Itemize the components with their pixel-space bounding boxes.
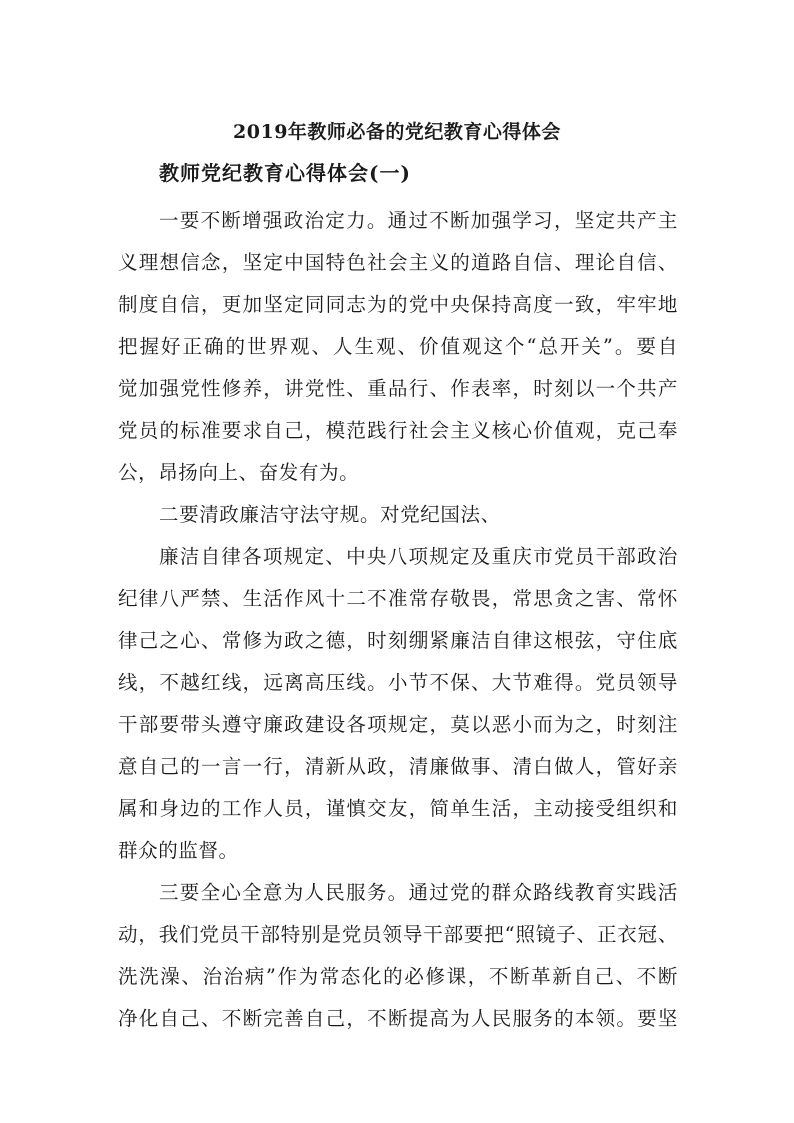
paragraph-line: 属和身边的工作人员，谨慎交友，简单生活，主动接受组织和 (118, 797, 678, 820)
paragraph-line: 净化自己、不断完善自己，不断提高为人民服务的本领。要坚 (118, 1007, 678, 1030)
paragraph-line: 一要不断增强政治定力。通过不断加强学习，坚定共产主 (159, 209, 678, 232)
document-title: 2019年教师必备的党纪教育心得体会 (233, 121, 561, 143)
paragraph-line: 干部要带头遵守廉政建设各项规定，莫以恶小而为之，时刻注 (118, 713, 678, 736)
paragraph-line: 二要清政廉洁守法守规。对党纪国法、 (159, 503, 501, 526)
paragraph-line: 律己之心、常修为政之德，时刻绷紧廉洁自律这根弦，守住底 (118, 629, 678, 652)
paragraph-line: 线，不越红线，远离高压线。小节不保、大节难得。党员领导 (118, 671, 678, 694)
paragraph-line: 把握好正确的世界观、人生观、价值观这个“总开关”。要自 (118, 335, 678, 358)
paragraph-line: 三要全心全意为人民服务。通过党的群众路线教育实践活 (159, 881, 678, 904)
paragraph-line: 义理想信念，坚定中国特色社会主义的道路自信、理论自信、 (118, 251, 678, 274)
section-heading: 教师党纪教育心得体会(一) (159, 161, 411, 185)
paragraph-line: 觉加强党性修养，讲党性、重品行、作表率，时刻以一个共产 (118, 377, 678, 400)
paragraph-line: 洗洗澡、治治病”作为常态化的必修课，不断革新自己、不断 (118, 965, 678, 988)
paragraph-line: 制度自信，更加坚定同同志为的党中央保持高度一致，牢牢地 (118, 293, 678, 316)
paragraph-line: 动，我们党员干部特别是党员领导干部要把“照镜子、正衣冠、 (118, 923, 678, 946)
paragraph-line: 纪律八严禁、生活作风十二不准常存敬畏，常思贪之害、常怀 (118, 587, 678, 610)
paragraph-line: 群众的监督。 (118, 839, 239, 862)
paragraph-line: 廉洁自律各项规定、中央八项规定及重庆市党员干部政治 (159, 545, 678, 568)
document-body (118, 200, 678, 1040)
paragraph-line: 党员的标准要求自己，模范践行社会主义核心价值观，克己奉 (118, 419, 678, 442)
paragraph-line: 意自己的一言一行，清新从政，清廉做事、清白做人，管好亲 (118, 755, 678, 778)
paragraph-line: 公，昂扬向上、奋发有为。 (118, 461, 360, 484)
